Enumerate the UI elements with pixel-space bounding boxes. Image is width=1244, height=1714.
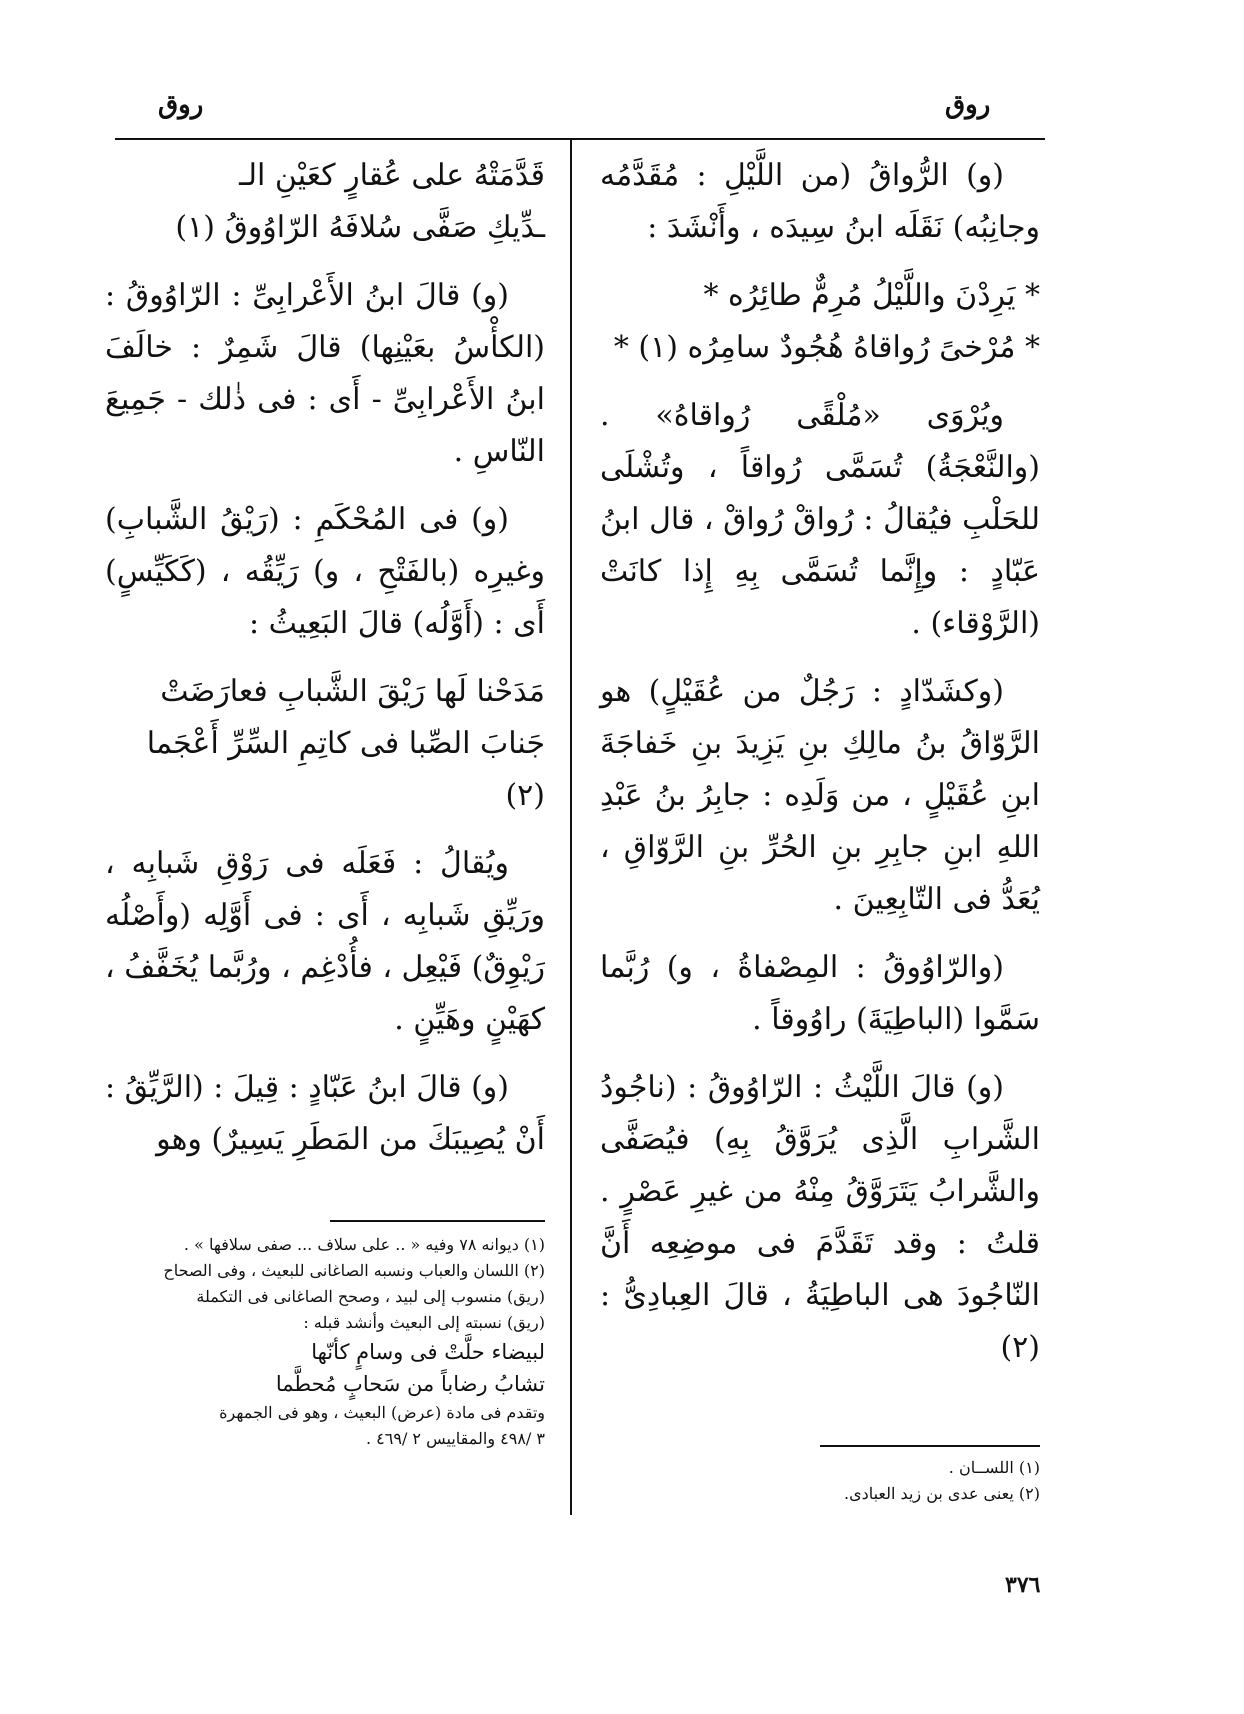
right-paragraph-1: (و) الرُّواقُ (من اللَّيْلِ : مُقَدَّمُه وجانِبُه) نَقَلَه ابنُ سِيدَه ، وأَنْشَدَ : [600,158,1040,245]
right-paragraph-2: ويُرْوَى «مُلْقًى رُواقاهُ» . (والنَّعْجَةُ) تُسَمَّى رُواقاً ، وتُشْلَى للحَلْبِ فيُقالُ : رُواقْ رُواقْ ، قال ابنُ عَبّادٍ : وإِنَّما تُسَمَّى بِهِ إِذا كانَتْ (الرَّوْقاء) . [600,398,1040,641]
running-header-right: روق [945,90,991,120]
right-paragraph-3: (وكشَدّادٍ : رَجُلٌ من عُقَيْلٍ) هو الرَّوّاقُ بنُ مالِكِ بنِ يَزِيدَ بنِ خَفاجَةَ ابنِ عُقَيْلٍ ، من وَلَدِه : جابِرُ بنُ عَبْدِ اللهِ ابنِ جابِرِ بنِ الحُرِّ بنِ الرَّوّاقِ ، يُعَدُّ فى التّابِعِينَ . [600,674,1040,917]
footnote-left-2: (٢) اللسان والعباب ونسبه الصاغانى للبعيث ، وفى الصحاح [163,1261,545,1280]
left-paragraph-4: (و) قالَ ابنُ عَبّادٍ : قِيلَ : (الرَّيِّقُ : أَنْ يُصِيبَكَ من المَطَرِ يَسِيرٌ) وهو [105,1070,545,1157]
left-paragraph-2: (و) فى المُحْكَمِ : (رَيْقُ الشَّبابِ) وغيرِه (بالفَتْحِ ، و) رَيِّقُه ، (كَكَيِّسٍ) أَى : (أَوَّلُه) قالَ البَعِيثُ : [105,502,545,641]
footnote-left-3b: ٣ /٤٩٨ والمقاييس ٢ /٤٦٩ . [365,1429,545,1448]
left-verse-2-line-2: جَنابَ الصِّبا فى كاتِمِ السِّرِّ أَعْجَما (٢) [146,726,545,813]
left-verse-1 [105,150,545,254]
footnote-left-2b: (ريق) منسوب إلى لبيد ، وصحح الصاغانى فى التكملة [196,1287,545,1306]
footnote-right-1: (١) اللســان . [948,1458,1040,1477]
column-divider [570,140,572,1515]
right-verse-1-line-2: * مُرْخىً رُواقاهُ هُجُودٌ سامِرُه (١) * [613,330,1040,365]
left-paragraph-1: (و) قالَ ابنُ الأَعْرابِىِّ : الرّاوُوقُ : (الكأْسُ بعَيْنِها) قالَ شَمِرٌ : خالَفَ ابنُ الأَعْرابِىِّ - أَى : فى ذٰلك - جَمِيعَ النّاسِ . [105,278,545,469]
left-column [105,150,545,1182]
left-verse-1-line-1: قَدَّمَتْهُ على عُقارٍ كعَيْنِ الـ [239,158,545,193]
left-verse-2-line-1: مَدَحْنا لَها رَيْقَ الشَّبابِ فعارَضَتْ [160,674,545,709]
footnotes-left [105,1232,545,1452]
footnote-left-3: وتقدم فى مادة (عرض) البعيث ، وهو فى الجمهرة [219,1403,545,1422]
footnote-right-2: (٢) يعنى عدى بن زيد العبادى. [843,1484,1040,1503]
right-column [600,150,1040,1390]
left-verse-1-line-2: ـدِّيكِ صَفَّى سُلافَهُ الرّاوُوقُ (١) [175,210,545,245]
footnote-verse-line-1: لبيضاء حلَّتْ فى وسامٍ كأنّها [311,1340,545,1364]
footnote-left-1: (١) ديوانه ٧٨ وفيه « .. على سلاف ... صفى سلافها » . [183,1235,545,1254]
right-paragraph-5: (و) قالَ اللَّيْثُ : الرّاوُوقُ : (ناجُودُ الشَّرابِ الَّذِى يُرَوَّقُ بِهِ) فيُصَفَّى والشَّرابُ يَتَرَوَّقُ مِنْهُ من غيرِ عَصْرٍ . قلتُ : وقد تَقَدَّمَ فى موضِعِه أَنَّ النّاجُودَ هى الباطِيَةُ ، قالَ العِبادِىُّ : (٢) [600,1070,1040,1365]
header-rule [115,138,1045,140]
right-verse-1-line-1: * يَرِدْنَ واللَّيْلُ مُرِمٌّ طائِرُه * [703,278,1040,313]
running-header-left: روق [158,90,204,120]
right-verse-1 [600,270,1040,374]
footnotes-right [740,1455,1040,1507]
footnote-left-2c: (ريق) نسبته إلى البعيث وأنشد قبله : [303,1313,545,1332]
footnote-rule-right [820,1445,1040,1447]
left-verse-2 [105,666,545,822]
left-paragraph-3: ويُقالُ : فَعَلَه فى رَوْقِ شَبابِه ، ورَيِّقِ شَبابِه ، أَى : فى أَوَّلِه (وأَصْلُه رَيْوِقٌ) فَيْعِل ، فأُدْغِم ، ورُبَّما يُخَفَّفُ ، كهَيْنٍ وهَيِّنٍ . [105,846,546,1037]
footnote-verse-line-2: تشابُ رضاباً من سَحابٍ مُحطَّما [275,1372,545,1396]
footnote-rule-left [330,1220,545,1222]
page-number: ٣٧٦ [1005,1572,1041,1598]
right-paragraph-4: (والرّاوُوقُ : المِصْفاةُ ، و) رُبَّما سَمَّوا (الباطِيَةَ) راوُوقاً . [600,950,1040,1037]
